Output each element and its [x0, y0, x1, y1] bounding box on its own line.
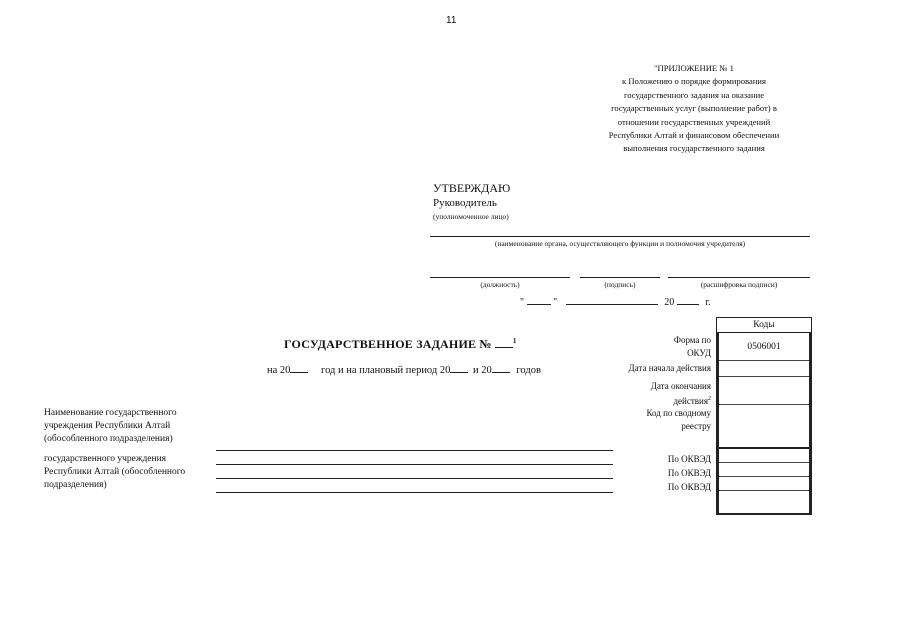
head-role: Руководитель — [433, 197, 497, 209]
activity-line-3[interactable] — [216, 492, 613, 493]
extra-cell[interactable] — [719, 491, 809, 513]
registry-cell[interactable] — [719, 405, 809, 449]
appendix-line: государственных услуг (выполнение работ) в — [611, 103, 777, 114]
appendix-line: выполнения государственного задания — [623, 143, 765, 154]
year-field-1[interactable] — [290, 362, 308, 373]
approve-heading: УТВЕРЖДАЮ — [433, 181, 511, 195]
activity-line-1[interactable] — [216, 464, 613, 465]
registry-label: Код по сводному реестру — [646, 408, 711, 431]
appendix-line: "ПРИЛОЖЕНИЕ № 1 — [654, 63, 734, 73]
position-caption: (должность) — [480, 280, 520, 289]
year-field[interactable] — [677, 294, 699, 305]
signature-line[interactable] — [580, 277, 660, 278]
institution-name-line[interactable] — [216, 450, 613, 451]
institution-name-label: Наименование государственного учреждения Республики Алтай (обособленного подразделения) — [44, 408, 177, 444]
quote-close: " — [553, 297, 558, 308]
okved-label-3: По ОКВЭД — [667, 482, 711, 492]
activity-line-2[interactable] — [216, 478, 613, 479]
okved-cell-1[interactable] — [719, 449, 809, 463]
decoding-line[interactable] — [668, 277, 810, 278]
period-and: и 20 — [472, 365, 492, 376]
year-prefix: 20 — [664, 297, 675, 308]
period-on: на 20 — [267, 365, 291, 376]
appendix-line: государственного задания на оказание — [623, 89, 765, 100]
decoding-caption: (расшифровка подписи) — [700, 280, 778, 289]
okud-code-cell: 0506001 — [719, 333, 809, 361]
okved-label-2: По ОКВЭД — [667, 468, 711, 478]
year-field-3[interactable] — [492, 362, 510, 373]
codes-table — [716, 317, 812, 515]
document-title — [284, 336, 517, 352]
title-footnote: 1 — [512, 337, 517, 345]
approval-date — [520, 294, 711, 308]
period-mid: год и на плановый период 20 — [321, 365, 451, 376]
task-number-field[interactable] — [495, 336, 513, 348]
position-line[interactable] — [430, 277, 570, 278]
day-field[interactable] — [527, 294, 551, 305]
end-date-cell[interactable] — [719, 377, 809, 405]
end-date-label: Дата окончания действия$^2$ — [650, 381, 711, 406]
appendix-line: отношении государственных учреждений — [617, 116, 771, 127]
okved-cell-3[interactable] — [719, 477, 809, 491]
codes-column — [717, 333, 811, 513]
quote-open: " — [520, 297, 525, 308]
okved-cell-2[interactable] — [719, 463, 809, 477]
year-field-2[interactable] — [450, 362, 468, 373]
organ-caption: (наименование органа, осуществляющего функции и полномочия учредителя) — [494, 239, 746, 248]
okved-label-1: По ОКВЭД — [667, 454, 711, 464]
period-end: годов — [516, 365, 541, 376]
year-suffix: г. — [705, 297, 711, 308]
organ-line[interactable] — [430, 236, 810, 237]
title-text: ГОСУДАРСТВЕННОЕ ЗАДАНИЕ № — [284, 337, 492, 351]
appendix-header — [578, 62, 810, 156]
codes-header: Коды — [717, 318, 811, 333]
start-date-label: Дата начала действия — [628, 363, 711, 373]
signature-caption: (подпись) — [604, 280, 636, 289]
start-date-cell[interactable] — [719, 361, 809, 377]
month-field[interactable] — [566, 294, 658, 305]
period-line — [267, 362, 541, 376]
activity-label: государственного учреждения Республики Алтай (обособленного подразделения) — [44, 454, 186, 490]
page-number: 11 — [446, 15, 457, 26]
appendix-line: Республики Алтай и финансовом обеспечении — [608, 130, 780, 141]
appendix-line: к Положению о порядке формирования — [622, 76, 766, 87]
authorized-note: (уполномоченное лицо) — [433, 212, 509, 221]
okud-label: Форма по ОКУД — [673, 335, 711, 358]
